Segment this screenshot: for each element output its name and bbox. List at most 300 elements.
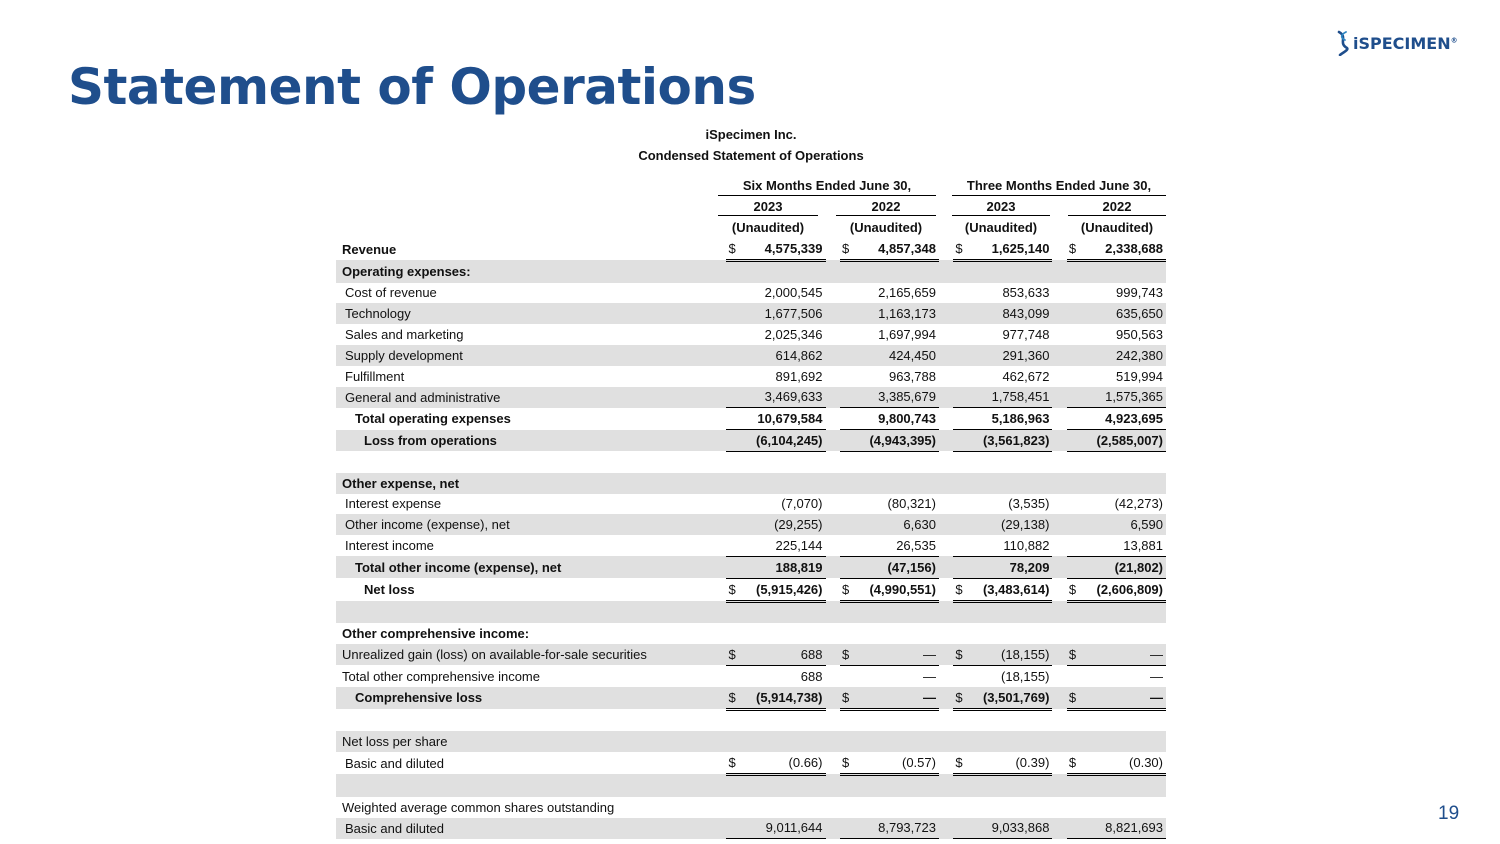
value-cell: 999,743 (1116, 285, 1163, 301)
row-label: Sales and marketing (345, 327, 464, 343)
logo-text: iSPECIMEN® (1353, 33, 1458, 53)
statement-title: Condensed Statement of Operations (638, 148, 864, 163)
value-cell: 13,881 (1083, 535, 1166, 556)
currency-symbol (1067, 283, 1083, 304)
cell-gap (1052, 797, 1066, 818)
cell-gap (1052, 345, 1066, 366)
currency-symbol: $ (840, 752, 856, 774)
currency-symbol (953, 556, 969, 578)
year-header: 2022 (1102, 199, 1132, 214)
value-cell: 225,144 (743, 535, 826, 556)
row-label: Total other comprehensive income (342, 668, 540, 684)
value-cell (970, 601, 1053, 623)
value-cell (743, 601, 826, 623)
row-label (336, 451, 723, 472)
table-row (336, 797, 1166, 818)
currency-symbol (1067, 623, 1083, 644)
cell-gap (826, 644, 840, 665)
row-label: Total operating expenses (355, 411, 511, 427)
currency-symbol: $ (726, 644, 742, 665)
table-row (336, 514, 1166, 535)
value-cell: — (856, 687, 939, 709)
value-cell: (2,606,809) (1083, 578, 1166, 601)
dna-helix-icon (1336, 30, 1350, 56)
table-row (336, 665, 1166, 686)
cell-gap (826, 451, 840, 472)
row-label: Net loss per share (336, 731, 723, 752)
currency-symbol: $ (840, 644, 856, 665)
cell-gap (826, 430, 840, 452)
value-cell: 963,788 (888, 368, 936, 384)
table-row (336, 345, 1166, 366)
currency-symbol (840, 494, 856, 515)
value-cell (743, 473, 826, 494)
value-cell: 3,385,679 (856, 387, 939, 408)
cell-gap (939, 601, 953, 623)
row-label: Loss from operations (336, 430, 723, 452)
value-cell (970, 623, 1053, 644)
row-label: General and administrative (336, 387, 723, 408)
currency-symbol (726, 556, 742, 578)
cell-gap (826, 494, 840, 515)
value-cell (743, 709, 826, 731)
value-cell (1083, 709, 1166, 731)
table-row (336, 408, 1166, 430)
currency-symbol (1067, 366, 1083, 387)
currency-symbol (726, 709, 742, 731)
value-cell: 424,450 (856, 345, 939, 366)
value-cell: 4,575,339 (743, 238, 826, 260)
table-row (336, 473, 1166, 494)
value-cell: 1,697,994 (878, 327, 936, 343)
value-cell: 1,758,451 (970, 387, 1053, 408)
currency-symbol (953, 709, 969, 731)
value-cell: 4,923,695 (1083, 408, 1166, 430)
value-cell (970, 260, 1053, 282)
currency-symbol (840, 260, 856, 282)
value-cell: — (856, 644, 939, 665)
value-cell: 519,994 (1116, 368, 1163, 384)
currency-symbol (953, 473, 969, 494)
currency-symbol (1067, 709, 1083, 731)
currency-symbol (1067, 324, 1083, 345)
cell-gap (1052, 408, 1066, 430)
currency-symbol (726, 601, 742, 623)
three-months-header: Three Months Ended June 30, (952, 178, 1166, 196)
value-cell: (3,535) (1008, 496, 1050, 512)
table-row (336, 601, 1166, 623)
row-label: Other expense, net (336, 473, 723, 494)
cell-gap (939, 324, 953, 345)
cell-gap (939, 303, 953, 324)
cell-gap (939, 665, 953, 686)
currency-symbol (726, 451, 742, 472)
value-cell: (6,104,245) (743, 430, 826, 452)
currency-symbol (840, 324, 856, 345)
cell-gap (1052, 366, 1066, 387)
currency-symbol (953, 408, 969, 430)
currency-symbol (1067, 494, 1083, 515)
value-cell: 688 (743, 644, 826, 665)
table-row (336, 774, 1166, 796)
currency-symbol (953, 514, 969, 535)
currency-symbol (953, 283, 969, 304)
value-cell: 291,360 (970, 345, 1053, 366)
currency-symbol: $ (953, 578, 969, 601)
value-cell: 1,625,140 (970, 238, 1053, 260)
value-cell (856, 601, 939, 623)
currency-symbol (726, 514, 742, 535)
cell-gap (939, 408, 953, 430)
value-cell: (0.66) (743, 752, 826, 774)
row-label: Unrealized gain (loss) on available-for-sale securities (336, 644, 723, 665)
currency-symbol (953, 366, 969, 387)
value-cell (970, 473, 1053, 494)
value-cell: 78,209 (970, 556, 1053, 578)
currency-symbol (953, 665, 969, 686)
row-label: Other income (expense), net (336, 514, 723, 535)
value-cell: (3,483,614) (970, 578, 1053, 601)
cell-gap (939, 260, 953, 282)
row-label: Weighted average common shares outstanding (342, 799, 615, 815)
table-row (336, 535, 1166, 556)
value-cell: 2,165,659 (878, 285, 936, 301)
value-cell: 1,677,506 (743, 303, 826, 324)
cell-gap (1052, 514, 1066, 535)
value-cell (856, 731, 939, 752)
currency-symbol (726, 623, 742, 644)
value-cell: — (922, 668, 936, 684)
currency-symbol (726, 430, 742, 452)
cell-gap (1052, 324, 1066, 345)
value-cell: 950,563 (1116, 327, 1163, 343)
cell-gap (826, 303, 840, 324)
currency-symbol (1067, 260, 1083, 282)
cell-gap (939, 451, 953, 472)
cell-gap (1052, 556, 1066, 578)
currency-symbol (840, 601, 856, 623)
row-label (336, 774, 723, 796)
currency-symbol (1067, 514, 1083, 535)
cell-gap (1052, 665, 1066, 686)
page-number: 19 (1438, 803, 1460, 824)
cell-gap (1052, 535, 1066, 556)
cell-gap (826, 324, 840, 345)
cell-gap (939, 535, 953, 556)
cell-gap (1052, 731, 1066, 752)
cell-gap (939, 709, 953, 731)
table-row (336, 644, 1166, 665)
value-cell (1083, 601, 1166, 623)
value-cell: (42,273) (1114, 496, 1163, 512)
table-row (336, 260, 1166, 282)
value-cell (856, 473, 939, 494)
cell-gap (1052, 601, 1066, 623)
value-cell: (2,585,007) (1083, 430, 1166, 452)
value-cell: 242,380 (1083, 345, 1166, 366)
currency-symbol (840, 345, 856, 366)
currency-symbol (726, 797, 742, 818)
currency-symbol (953, 494, 969, 515)
company-name: iSpecimen Inc. (705, 127, 797, 142)
currency-symbol (840, 665, 856, 686)
value-cell: 6,630 (856, 514, 939, 535)
row-label (336, 601, 723, 623)
value-cell (970, 731, 1053, 752)
currency-symbol (840, 473, 856, 494)
currency-symbol (1067, 451, 1083, 472)
cell-gap (939, 578, 953, 601)
value-cell: 853,633 (1002, 285, 1050, 301)
currency-symbol: $ (953, 644, 969, 665)
company-logo (1336, 30, 1458, 56)
currency-symbol (1067, 818, 1083, 839)
cell-gap (1052, 818, 1066, 839)
currency-symbol (1067, 303, 1083, 324)
currency-symbol (953, 430, 969, 452)
cell-gap (939, 366, 953, 387)
currency-symbol (840, 408, 856, 430)
table-row (336, 623, 1166, 644)
value-cell: 843,099 (970, 303, 1053, 324)
value-cell (1083, 774, 1166, 796)
value-cell: — (1083, 644, 1166, 665)
cell-gap (826, 473, 840, 494)
cell-gap (939, 387, 953, 408)
currency-symbol (726, 535, 742, 556)
cell-gap (826, 514, 840, 535)
value-cell: 2,338,688 (1083, 238, 1166, 260)
value-cell (1083, 451, 1166, 472)
currency-symbol (726, 473, 742, 494)
currency-symbol (726, 345, 742, 366)
cell-gap (1052, 430, 1066, 452)
value-cell (970, 451, 1053, 472)
currency-symbol (953, 303, 969, 324)
cell-gap (1052, 238, 1066, 260)
value-cell: 462,672 (1002, 368, 1050, 384)
cell-gap (939, 797, 953, 818)
currency-symbol (840, 731, 856, 752)
year-header: 2023 (986, 199, 1016, 214)
row-label: Revenue (342, 241, 397, 257)
currency-symbol (953, 818, 969, 839)
value-cell: 9,033,868 (970, 818, 1053, 839)
currency-symbol: $ (726, 752, 742, 774)
cell-gap (1052, 473, 1066, 494)
value-cell: 635,650 (1083, 303, 1166, 324)
value-cell (970, 709, 1053, 731)
table-row (336, 387, 1166, 408)
currency-symbol (726, 324, 742, 345)
value-cell (970, 797, 1053, 818)
table-row (336, 494, 1166, 515)
value-cell: 8,793,723 (856, 818, 939, 839)
currency-symbol (1067, 473, 1083, 494)
value-cell: 5,186,963 (970, 408, 1053, 430)
value-cell (856, 260, 939, 282)
year-header: 2022 (871, 199, 901, 214)
cell-gap (826, 238, 840, 260)
table-row (336, 451, 1166, 472)
unaudited-label: (Unaudited) (718, 215, 818, 235)
currency-symbol (726, 387, 742, 408)
cell-gap (826, 774, 840, 796)
cell-gap (939, 430, 953, 452)
row-label: Net loss (364, 582, 415, 598)
value-cell: 188,819 (743, 556, 826, 578)
cell-gap (826, 260, 840, 282)
currency-symbol: $ (726, 238, 742, 260)
row-label: Supply development (336, 345, 723, 366)
currency-symbol (1067, 601, 1083, 623)
currency-symbol (840, 797, 856, 818)
unaudited-label: (Unaudited) (1068, 215, 1166, 235)
table-row (336, 818, 1166, 839)
value-cell (743, 797, 826, 818)
currency-symbol (953, 324, 969, 345)
currency-symbol (726, 665, 742, 686)
value-cell (1083, 473, 1166, 494)
currency-symbol (953, 451, 969, 472)
value-cell: 4,857,348 (856, 238, 939, 260)
value-cell: (4,990,551) (856, 578, 939, 601)
value-cell: 2,000,545 (764, 285, 823, 301)
row-label: Basic and diluted (336, 818, 723, 839)
unaudited-label: (Unaudited) (952, 215, 1050, 235)
value-cell: 9,800,743 (856, 408, 939, 430)
cell-gap (1052, 687, 1066, 709)
currency-symbol (1067, 665, 1083, 686)
cell-gap (1052, 623, 1066, 644)
value-cell (1083, 260, 1166, 282)
currency-symbol (953, 731, 969, 752)
currency-symbol (1067, 387, 1083, 408)
value-cell: (3,501,769) (970, 687, 1053, 709)
cell-gap (1052, 494, 1066, 515)
row-label: Total other income (expense), net (336, 556, 723, 578)
cell-gap (826, 366, 840, 387)
value-cell: (29,138) (970, 514, 1053, 535)
currency-symbol (726, 260, 742, 282)
cell-gap (939, 494, 953, 515)
cell-gap (939, 774, 953, 796)
table-row (336, 238, 1166, 260)
currency-symbol: $ (726, 687, 742, 709)
currency-symbol (953, 623, 969, 644)
cell-gap (1052, 644, 1066, 665)
table-row (336, 430, 1166, 452)
cell-gap (939, 238, 953, 260)
cell-gap (826, 665, 840, 686)
unaudited-label: (Unaudited) (836, 215, 936, 235)
currency-symbol (840, 623, 856, 644)
row-label: Interest income (345, 538, 434, 554)
cell-gap (826, 387, 840, 408)
table-row (336, 731, 1166, 752)
currency-symbol (953, 387, 969, 408)
value-cell (743, 623, 826, 644)
value-cell (970, 774, 1053, 796)
value-cell: (0.57) (856, 752, 939, 774)
page-title: Statement of Operations (68, 58, 756, 116)
value-cell: (0.39) (970, 752, 1053, 774)
currency-symbol (840, 774, 856, 796)
value-cell (743, 260, 826, 282)
currency-symbol (726, 283, 742, 304)
value-cell (743, 731, 826, 752)
currency-symbol: $ (840, 578, 856, 601)
currency-symbol (840, 366, 856, 387)
table-row (336, 556, 1166, 578)
value-cell: 10,679,584 (743, 408, 826, 430)
value-cell (856, 623, 939, 644)
cell-gap (826, 731, 840, 752)
currency-symbol (1067, 731, 1083, 752)
currency-symbol (1067, 797, 1083, 818)
table-row (336, 752, 1166, 774)
currency-symbol (1067, 556, 1083, 578)
value-cell (856, 451, 939, 472)
table-row (336, 578, 1166, 601)
currency-symbol: $ (840, 238, 856, 260)
row-label: Interest expense (345, 496, 442, 512)
six-months-header: Six Months Ended June 30, (718, 178, 936, 196)
value-cell: 110,882 (970, 535, 1053, 556)
row-label: Cost of revenue (345, 285, 437, 301)
cell-gap (826, 687, 840, 709)
currency-symbol (953, 535, 969, 556)
cell-gap (826, 578, 840, 601)
currency-symbol (726, 774, 742, 796)
value-cell: 8,821,693 (1083, 818, 1166, 839)
year-header: 2023 (753, 199, 783, 214)
cell-gap (939, 345, 953, 366)
cell-gap (939, 752, 953, 774)
value-cell: (0.30) (1083, 752, 1166, 774)
currency-symbol (953, 797, 969, 818)
value-cell: 1,575,365 (1083, 387, 1166, 408)
table-row (336, 324, 1166, 345)
cell-gap (1052, 709, 1066, 731)
currency-symbol: $ (1067, 752, 1083, 774)
currency-symbol (1067, 535, 1083, 556)
value-cell (1083, 623, 1166, 644)
cell-gap (826, 535, 840, 556)
currency-symbol (1067, 408, 1083, 430)
value-cell: (80,321) (887, 496, 936, 512)
value-cell: (5,915,426) (743, 578, 826, 601)
currency-symbol (953, 774, 969, 796)
currency-symbol: $ (953, 687, 969, 709)
cell-gap (1052, 578, 1066, 601)
cell-gap (1052, 283, 1066, 304)
currency-symbol (726, 494, 742, 515)
value-cell: — (1083, 687, 1166, 709)
cell-gap (826, 623, 840, 644)
currency-symbol (840, 556, 856, 578)
currency-symbol (840, 451, 856, 472)
currency-symbol: $ (1067, 578, 1083, 601)
currency-symbol (726, 731, 742, 752)
cell-gap (826, 709, 840, 731)
value-cell: — (1150, 668, 1163, 684)
value-cell: (29,255) (743, 514, 826, 535)
currency-symbol: $ (1067, 644, 1083, 665)
currency-symbol (840, 709, 856, 731)
cell-gap (939, 687, 953, 709)
cell-gap (939, 473, 953, 494)
